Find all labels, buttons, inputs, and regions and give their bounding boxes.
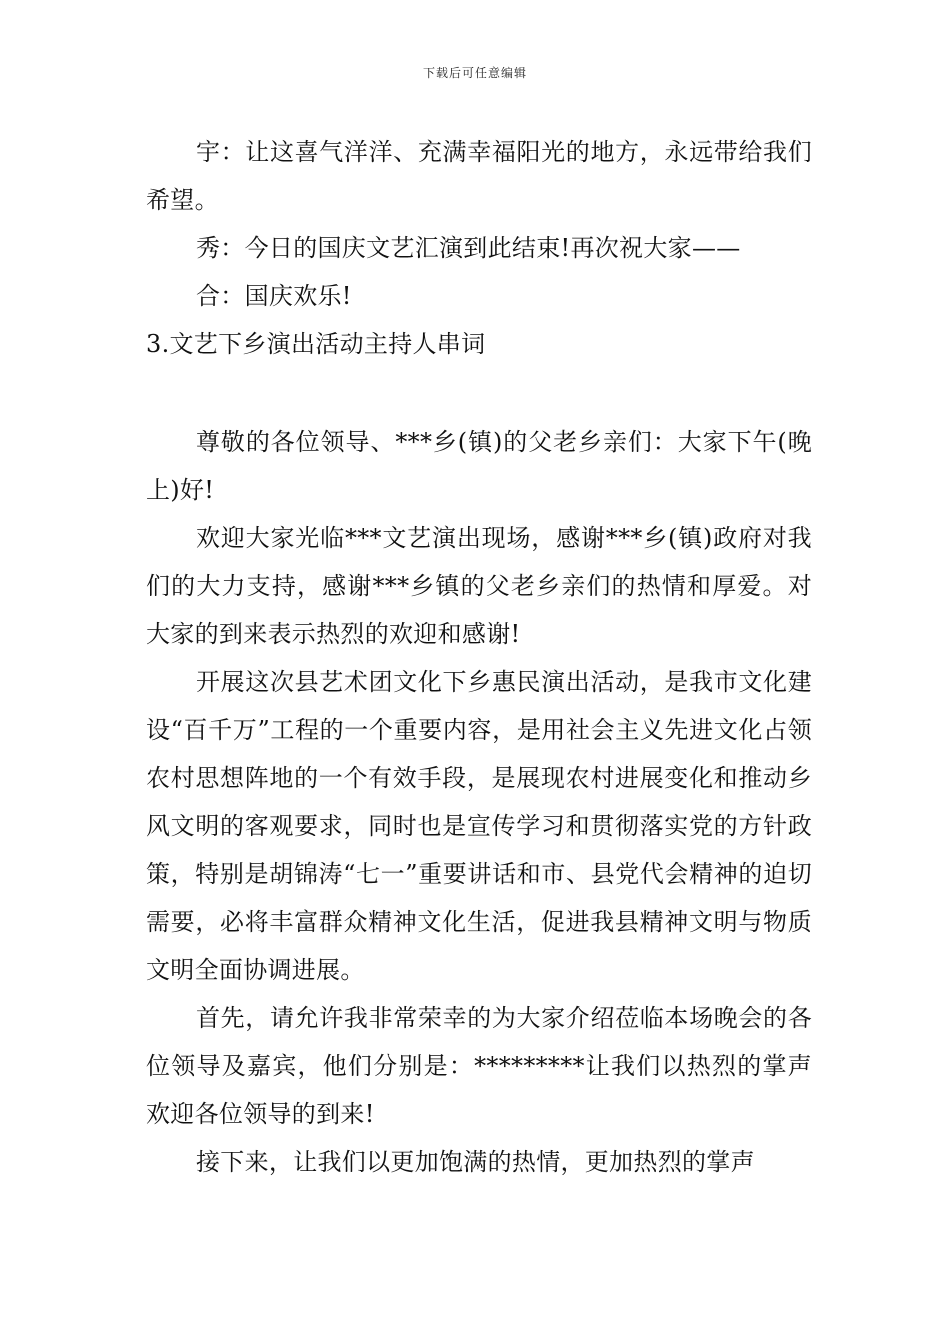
document-body <box>146 128 812 1186</box>
paragraph-next: 接下来，让我们以更加饱满的热情，更加热烈的掌声 <box>196 1148 755 1176</box>
paragraph-greeting: 尊敬的各位领导、***乡(镇)的父老乡亲们：大家下午(晚上)好! <box>146 428 812 504</box>
paragraph-event-purpose: 开展这次县艺术团文化下乡惠民演出活动，是我市文化建设“百千万”工程的一个重要内容，是用社会主义先进文化占领农村思想阵地的一个有效手段，是展现农村进展变化和推动乡风文明的客观要求，同时也是宣传学习和贯彻落实党的方针政策，特别是胡锦涛“七一”重要讲话和市、县党代会精神的迫切需要，必将丰富群众精神文化生活，促进我县精神文明与物质文明全面协调进展。 <box>146 668 812 984</box>
paragraph-introduce-guests: 首先，请允许我非常荣幸的为大家介绍莅临本场晚会的各位领导及嘉宾，他们分别是：*********让我们以热烈的掌声欢迎各位领导的到来! <box>146 1004 812 1128</box>
paragraph-closing-line-xiu: 秀：今日的国庆文艺汇演到此结束!再次祝大家—— <box>196 234 741 262</box>
section-title: 3.文艺下乡演出活动主持人串词 <box>146 330 486 358</box>
paragraph-welcome: 欢迎大家光临***文艺演出现场，感谢***乡(镇)政府对我们的大力支持，感谢***乡镇的父老乡亲们的热情和厚爱。对大家的到来表示热烈的欢迎和感谢! <box>146 524 812 648</box>
paragraph-closing-line-yu: 宇：让这喜气洋洋、充满幸福阳光的地方，永远带给我们希望。 <box>146 138 812 214</box>
page-header: 下载后可任意编辑 <box>422 66 527 80</box>
section-spacer <box>146 370 812 418</box>
paragraph-closing-line-he: 合：国庆欢乐! <box>196 282 352 310</box>
